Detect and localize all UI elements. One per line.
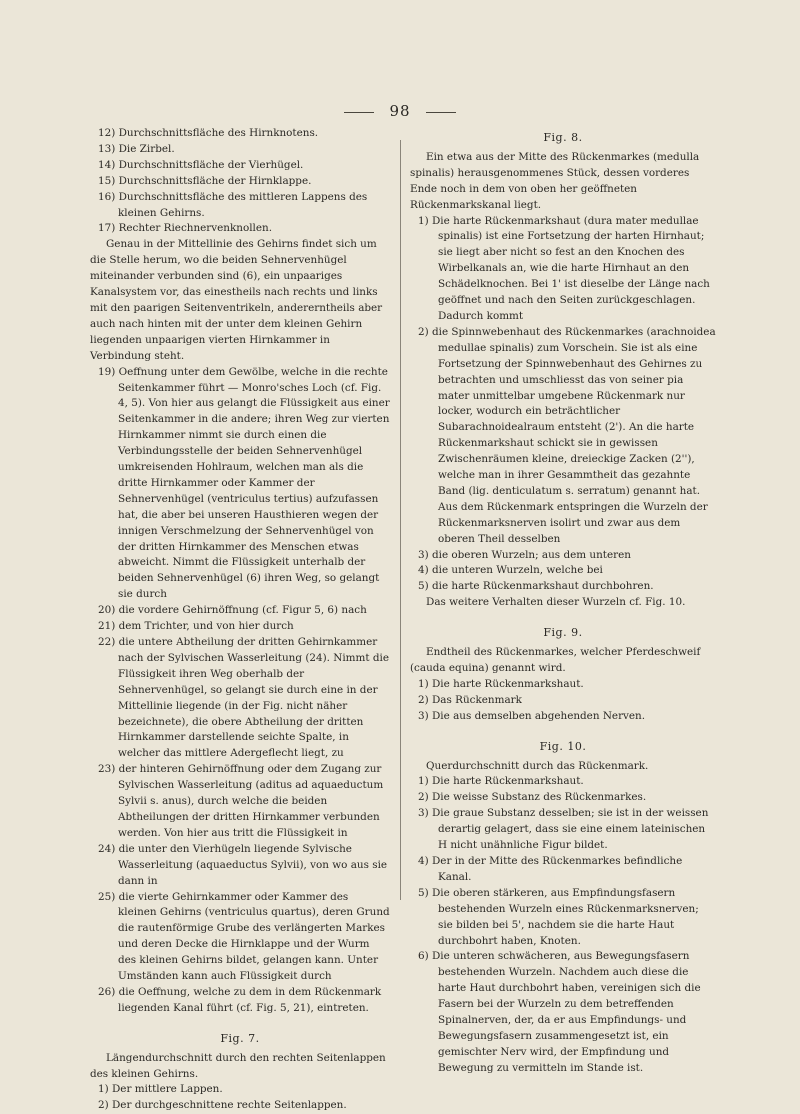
figure-caption: Querdurchschnitt durch das Rückenmark.: [426, 759, 649, 772]
list-item: 2) Das Rückenmark: [418, 693, 522, 706]
list-item: 2) Die weisse Substanz des Rückenmarkes.: [418, 791, 647, 804]
list-item: 22) die untere Abtheilung der dritten Gehirnkammer nach der Sylvischen Wasserleitung (24). Nimmt die Flüssigkeit ihren Weg oberhalb der Sehnervenhügel, so gelangt sie durch eine in der Mittellinie liegende (in der Fig. nicht näher bezeichnete), die obere Abtheilung der dritten Hirnkammer darstellende seichte Spalte, in welcher das mittlere Adergeflecht liegt, zu: [98, 636, 389, 760]
list-item: 13) Die Zirbel.: [98, 142, 175, 155]
list-item: 3) Die graue Substanz desselben; sie ist in der weissen derartig gelagert, dass sie eine einem lateinischen H nicht unähnliche Figur bildet.: [418, 807, 709, 852]
list-item: 17) Rechter Riechnervenknollen.: [98, 222, 273, 235]
column-divider: [400, 140, 401, 900]
right-column: [410, 126, 716, 1077]
list-item: 15) Durchschnittsfläche der Hirnklappe.: [98, 174, 312, 187]
figure-heading: Fig. 10.: [539, 739, 587, 753]
list-item: 14) Durchschnittsfläche der Vierhügel.: [98, 158, 304, 171]
body-paragraph: Genau in der Mittellinie des Gehirns findet sich um die Stelle herum, wo die beiden Sehnervenhügel miteinander verbunden sind (6), ein unpaariges Kanalsystem vor, das einestheils nach rechts und links mit den paarigen Seitenventrikeln, andererntheils aber auch nach hinten mit der unter dem kleinen Gehirn liegenden unpaarigen vierten Hirnkammer in Verbindung steht.: [90, 238, 383, 362]
list-item: 2) Der durchgeschnittene rechte Seitenlappen.: [98, 1099, 347, 1112]
list-item: 20) die vordere Gehirnöffnung (cf. Figur 5, 6) nach: [98, 604, 367, 617]
page-number: 98: [389, 102, 411, 120]
header-rule-right: [426, 112, 456, 113]
list-item: 3) die oberen Wurzeln; aus dem unteren: [418, 548, 631, 561]
list-item: 25) die vierte Gehirnkammer oder Kammer des kleinen Gehirns (ventriculus quartus), deren Grund die rautenförmige Grube des verlängerten Markes und deren Decke die Hirnklappe und der Wurm des kleinen Gehirns bildet, gelangen kann. Unter Umständen kann auch Flüssigkeit durch: [98, 890, 390, 983]
left-column: [90, 126, 390, 1114]
list-item: 12) Durchschnittsfläche des Hirnknotens.: [98, 127, 319, 139]
list-item: 19) Oeffnung unter dem Gewölbe, welche in die rechte Seitenkammer führt — Monro'sches Loch (cf. Fig. 4, 5). Von hier aus gelangt die Flüssigkeit aus einer Seitenkammer in die andere; ihren Weg zur vierten Hirnkammer nimmt sie durch einen die Verbindungsstelle der beiden Sehnervenhügel umkreisenden Hohlraum, welchen man als die dritte Hirnkammer oder Kammer der Sehnervenhügel (ventriculus tertius) aufzufassen hat, die aber bei unseren Hausthieren wegen der innigen Verschmelzung der Sehnervenhügel von der dritten Hirnkammer des Menschen etwas abweicht. Nimmt die Flüssigkeit unterhalb der beiden Sehnervenhügel (6) ihren Weg, so gelangt sie durch: [98, 365, 390, 601]
list-item: 5) die harte Rückenmarkshaut durchbohren.: [418, 580, 654, 593]
list-item: 3) Die aus demselben abgehenden Nerven.: [418, 709, 646, 722]
figure-caption: Längendurchschnitt durch den rechten Seitenlappen des kleinen Gehirns.: [90, 1051, 386, 1080]
list-item: 6) Die unteren schwächeren, aus Bewegungsfasern bestehenden Wurzeln. Nachdem auch diese die harte Haut durchbohrt haben, vereinigen sich die Fasern bei der Wurzeln zu dem betreffenden Spinalnerven, der, da er aus Empfindungs- und Bewegungsfasern zusammengesetzt ist, ein gemischter Nerv wird, der Empfindung und Bewegung zu vermitteln im Stande ist.: [418, 950, 701, 1074]
list-item: 2) die Spinnwebenhaut des Rückenmarkes (arachnoidea medullae spinalis) zum Vorschein. Sie ist als eine Fortsetzung der Spinnwebenhaut des Gehirnes zu betrachten und umschliesst das von seiner pia mater unmittelbar umgebene Rückenmark nur locker, wodurch ein beträchtlicher Subarachnoidealraum entsteht (2'). An die harte Rückenmarkshaut schickt sie in gewissen Zwischenräumen kleine, dreieckige Zacken (2''), welche man in ihrer Gesammtheit das gezahnte Band (lig. denticulatum s. serratum) genannt hat. Aus dem Rückenmark entspringen die Wurzeln der Rückenmarksnerven isolirt und zwar aus dem oberen Theil desselben: [418, 325, 716, 545]
list-item: 5) Die oberen stärkeren, aus Empfindungsfasern bestehenden Wurzeln eines Rückenmarksnerven; sie bilden bei 5', nachdem sie die harte Haut durchbohrt haben, Knoten.: [418, 886, 699, 947]
figure-heading: Fig. 7.: [220, 1031, 260, 1045]
list-item: 1) Die harte Rückenmarkshaut.: [418, 775, 584, 788]
list-item: 26) die Oeffnung, welche zu dem in dem Rückenmark liegenden Kanal führt (cf. Fig. 5, 21), eintreten.: [98, 985, 382, 1014]
figure-caption: Ein etwa aus der Mitte des Rückenmarkes (medulla spinalis) herausgenommenes Stück, dessen vorderes Ende noch in dem von oben her geöffneten Rückenmarkskanal liegt.: [410, 150, 700, 211]
figure-caption: Endtheil des Rückenmarkes, welcher Pferdeschweif (cauda equina) genannt wird.: [410, 646, 701, 674]
header-rule-left: [344, 112, 374, 113]
list-item: 1) Die harte Rückenmarkshaut (dura mater medullae spinalis) ist eine Fortsetzung der harten Hirnhaut; sie liegt aber nicht so fest an den Knochen des Wirbelkanals an, wie die harte Hirnhaut an den Schädelknochen. Bei 1' ist dieselbe der Länge nach geöffnet und nach den Seiten zurückgeschlagen. Dadurch kommt: [418, 214, 710, 322]
figure-heading: Fig. 8.: [543, 131, 583, 144]
list-item: 16) Durchschnittsfläche des mittleren Lappens des kleinen Gehirns.: [98, 190, 368, 219]
list-item: 23) der hinteren Gehirnöffnung oder dem Zugang zur Sylvischen Wasserleitung (aditus ad aquaeductum Sylvii s. anus), durch welche die beiden Abtheilungen der dritten Hirnkammer verbunden werden. Von hier aus tritt die Flüssigkeit in: [98, 763, 384, 839]
figure-heading: Fig. 9.: [543, 626, 583, 640]
figure-caption: Das weitere Verhalten dieser Wurzeln cf. Fig. 10.: [426, 596, 686, 609]
list-item: 1) Der mittlere Lappen.: [98, 1083, 223, 1096]
page-header: [0, 102, 800, 120]
list-item: 4) Der in der Mitte des Rückenmarkes befindliche Kanal.: [418, 854, 683, 883]
list-item: 1) Die harte Rückenmarkshaut.: [418, 677, 584, 690]
list-item: 4) die unteren Wurzeln, welche bei: [418, 564, 603, 577]
list-item: 24) die unter den Vierhügeln liegende Sylvische Wasserleitung (aquaeductus Sylvii), von wo aus sie dann in: [98, 842, 388, 887]
list-item: 21) dem Trichter, und von hier durch: [98, 620, 294, 633]
